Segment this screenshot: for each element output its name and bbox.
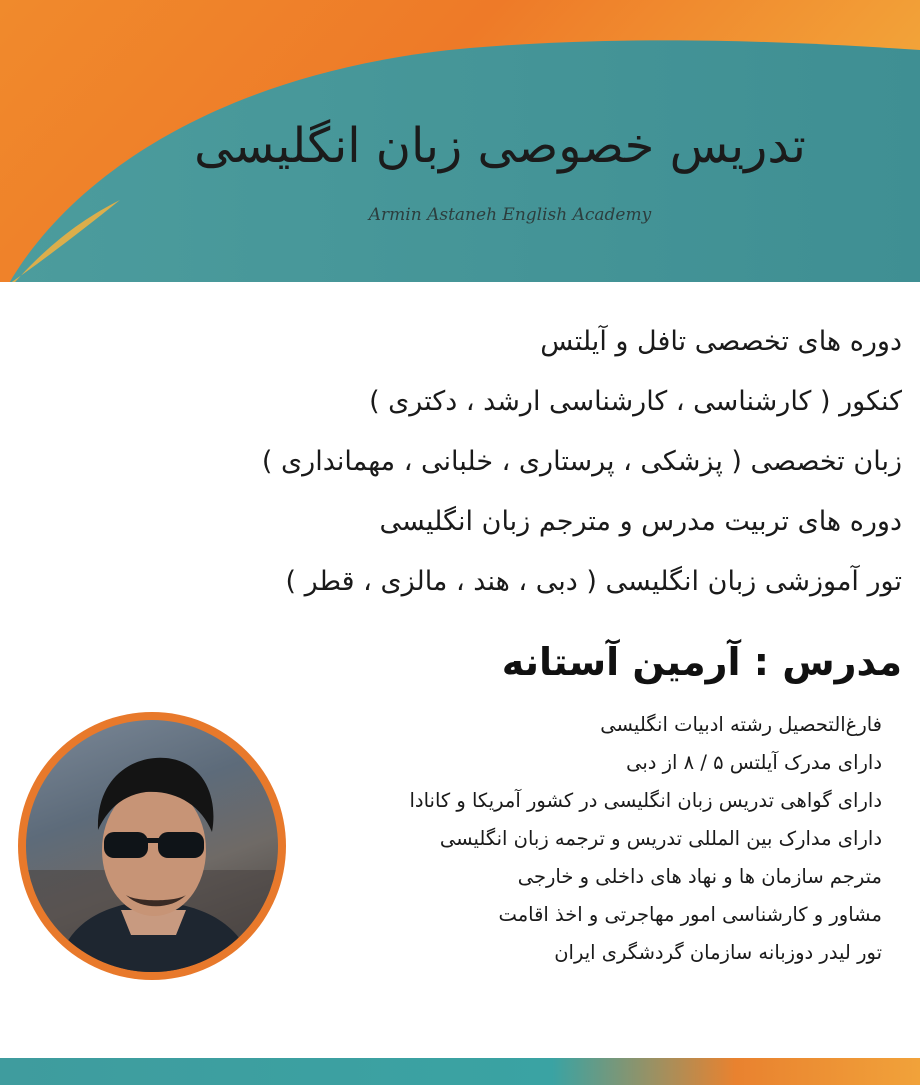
credentials-list bbox=[292, 706, 882, 972]
list-item: دارای مدارک بین المللی تدریس و ترجمه زبان انگلیسی bbox=[439, 827, 882, 850]
footer-band bbox=[0, 1058, 920, 1085]
list-item: مشاور و کارشناسی امور مهاجرتی و اخذ اقامت bbox=[498, 903, 882, 926]
course-list bbox=[22, 312, 902, 612]
list-item: تور آموزشی زبان انگلیسی ( دبی ، هند ، مالزی ، قطر ) bbox=[285, 566, 902, 597]
header-banner bbox=[0, 0, 920, 300]
academy-signature: Armin Astaneh English Academy bbox=[368, 205, 652, 225]
list-item: دوره های تربیت مدرس و مترجم زبان انگلیسی bbox=[379, 506, 902, 537]
list-item: تور لیدر دوزبانه سازمان گردشگری ایران bbox=[554, 941, 882, 964]
list-item: دارای مدرک آیلتس ۵ / ۸ از دبی bbox=[626, 751, 882, 774]
list-item: فارغ‌التحصیل رشته ادبیات انگلیسی bbox=[600, 713, 882, 736]
page-title: تدریس خصوصی زبان انگلیسی bbox=[194, 118, 806, 174]
list-item: دوره های تخصصی تافل و آیلتس bbox=[540, 326, 902, 357]
list-item: مترجم سازمان ها و نهاد های داخلی و خارجی bbox=[517, 865, 882, 888]
avatar bbox=[18, 712, 286, 980]
list-item: کنکور ( کارشناسی ، کارشناسی ارشد ، دکتری ) bbox=[369, 386, 902, 417]
list-item: زبان تخصصی ( پزشکی ، پرستاری ، خلبانی ، مهمانداری ) bbox=[261, 446, 902, 477]
list-item: دارای گواهی تدریس زبان انگلیسی در کشور آمریکا و کانادا bbox=[409, 789, 882, 812]
person-silhouette-icon bbox=[26, 720, 278, 972]
teacher-photo bbox=[26, 720, 278, 972]
teacher-heading: مدرس : آرمین آستانه bbox=[501, 640, 902, 684]
